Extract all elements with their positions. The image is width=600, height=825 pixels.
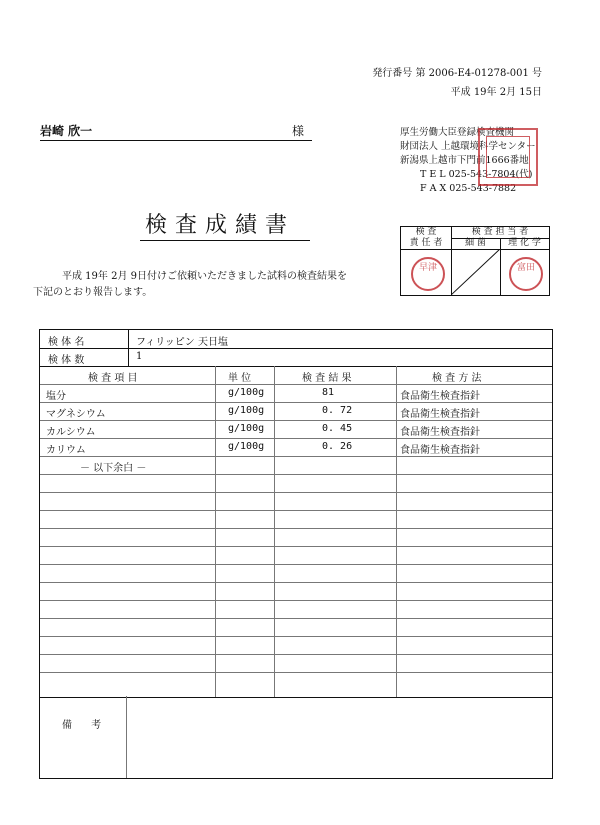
header-item: 検 査 項 目	[88, 373, 138, 384]
results-table	[39, 329, 553, 698]
organization-seal-icon	[478, 128, 538, 186]
row2-unit: g/100g	[228, 405, 265, 416]
issuer-fax: F A X 025-543-7882	[420, 183, 517, 194]
remarks-label: 備 考	[62, 720, 110, 731]
sample-name-value: フィリッピン 天日塩	[136, 337, 228, 348]
inspector-seal-left-icon	[411, 257, 445, 291]
intro-line2: 下記のとおり報告します。	[33, 287, 153, 298]
title-underline	[140, 240, 310, 241]
sample-count-label: 検 体 数	[48, 355, 85, 366]
staff-physchem-label: 理 化 学	[508, 238, 541, 248]
row1-item: 塩分	[46, 391, 66, 402]
issuer-line2: 財団法人 上越環境科学センター	[400, 141, 536, 152]
row2-method: 食品衛生検査指針	[400, 409, 480, 420]
row2-result: 0. 72	[322, 405, 353, 416]
recipient-line	[40, 122, 312, 141]
row3-unit: g/100g	[228, 423, 265, 434]
recipient-name: 岩崎 欣一	[40, 124, 93, 138]
inspector-seal-right-text: 富田	[516, 263, 535, 273]
issuer-address: 新潟県上越市下門前1666番地	[400, 155, 529, 166]
row1-unit: g/100g	[228, 387, 265, 398]
inspector-seal-right-icon	[509, 257, 543, 291]
header-unit: 単 位	[228, 373, 252, 384]
issuer-line1: 厚生労働大臣登録検査機関	[400, 127, 515, 138]
issue-number: 発行番号 第 2006-E4-01278-001 号	[372, 68, 542, 79]
issue-date: 平成 19年 2月 15日	[450, 87, 542, 98]
row3-method: 食品衛生検査指針	[400, 427, 480, 438]
sample-count-value: 1	[136, 351, 143, 362]
issuer-tel: T E L 025-543-7804(代)	[420, 169, 533, 180]
row1-method: 食品衛生検査指針	[400, 391, 480, 402]
row3-item: カルシウム	[46, 427, 96, 438]
sample-name-label: 検 体 名	[48, 337, 85, 348]
header-result: 検 査 結 果	[302, 373, 352, 384]
remarks-box	[39, 696, 553, 779]
row3-result: 0. 45	[322, 423, 353, 434]
row4-result: 0. 26	[322, 441, 353, 452]
staff-inspector-label: 検 査 担 当 者	[471, 227, 529, 237]
recipient-honorific: 様	[292, 124, 305, 138]
table-end-note: － 以下余白 －	[80, 463, 147, 474]
document-title: 検査成績書	[145, 213, 296, 238]
row1-result: 81	[322, 387, 335, 398]
row4-method: 食品衛生検査指針	[400, 445, 480, 456]
intro-line1: 平成 19年 2月 9日付けご依頼いただきました試料の検査結果を	[62, 271, 347, 282]
staff-responsible-label: 責 任 者	[409, 238, 443, 248]
staff-box	[400, 226, 550, 296]
staff-bacteria-label: 細 菌	[465, 238, 486, 248]
inspector-seal-left-text: 早津	[418, 263, 437, 273]
staff-inspection-label: 検 査	[415, 227, 437, 237]
row4-unit: g/100g	[228, 441, 265, 452]
row4-item: カリウム	[46, 445, 86, 456]
row2-item: マグネシウム	[46, 409, 106, 420]
header-method: 検 査 方 法	[432, 373, 482, 384]
diagonal-slash-icon	[451, 249, 500, 295]
